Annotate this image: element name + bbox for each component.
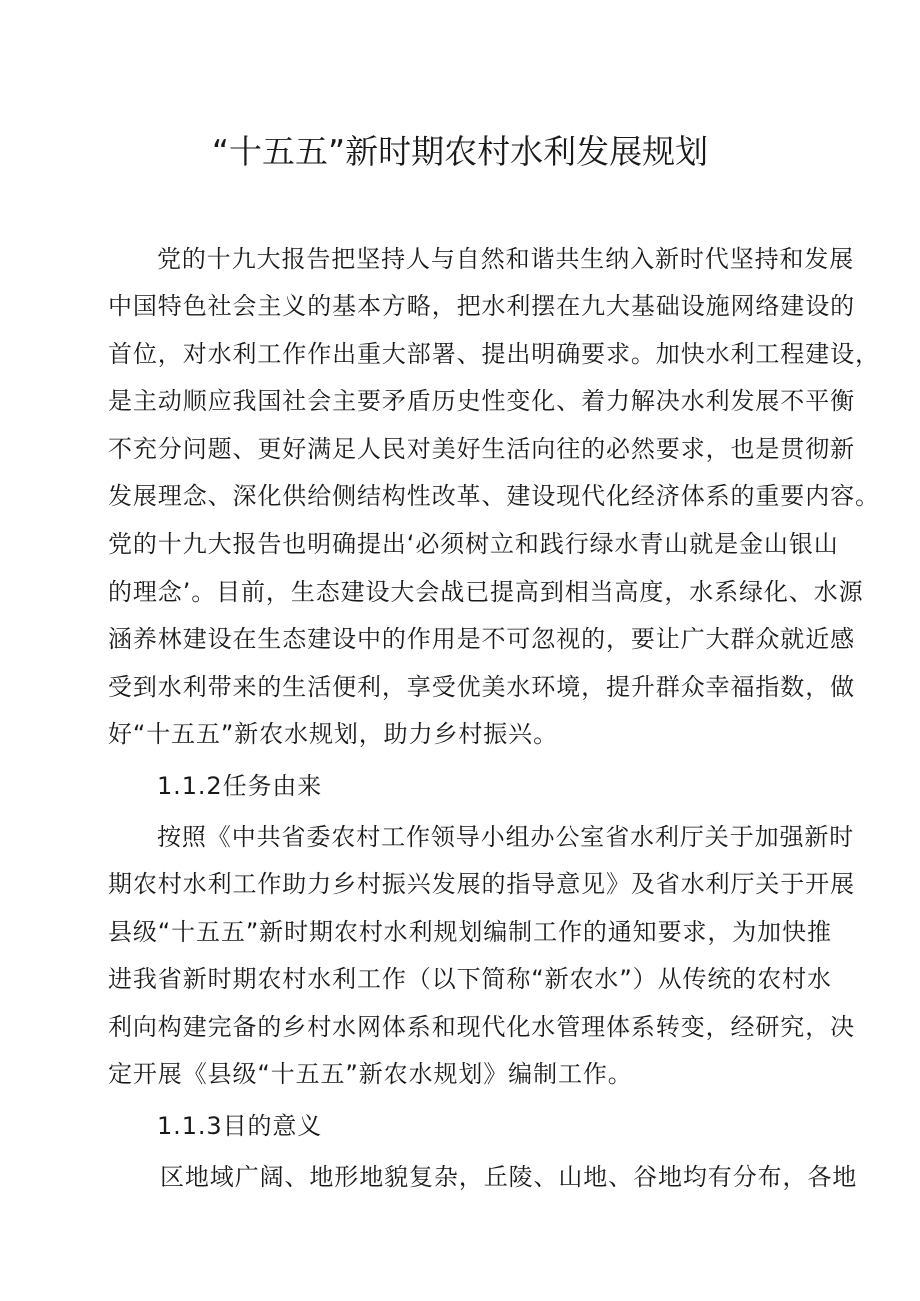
paragraph-line: 是主动顺应我国社会主要矛盾历史性变化、着力解决水利发展不平衡 [108,387,855,415]
paragraph-line: 利向构建完备的乡村水网体系和现代化水管理体系转变，经研究，决 [108,1013,855,1041]
section-heading-purpose: 1.1.3目的意义 [157,1112,323,1140]
paragraph-line: 定开展《县级“十五五”新农水规划》编制工作。 [108,1060,633,1088]
paragraph-line: 党的十九大报告把坚持人与自然和谐共生纳入新时代坚持和发展 [157,245,855,273]
document-title: “十五五”新时期农村水利发展规划 [211,132,709,171]
paragraph-line: 的理念’。目前，生态建设大会战已提高到相当高度，水系绿化、水源 [108,578,864,606]
paragraph-line: 进我省新时期农村水利工作（以下简称“新农水”）从传统的农村水 [108,965,832,993]
paragraph-line: 好“十五五”新农水规划，助力乡村振兴。 [108,720,558,748]
paragraph-line: 按照《中共省委农村工作领导小组办公室省水利厅关于加强新时 [157,823,855,851]
section-heading-task-origin: 1.1.2任务由来 [157,772,323,800]
paragraph-line: 不充分问题、更好满足人民对美好生活向往的必然要求，也是贯彻新 [108,435,855,463]
paragraph-line: 党的十九大报告也明确提出‘必须树立和践行绿水青山就是金山银山 [108,530,839,558]
paragraph-line: 首位，对水利工作作出重大部署、提出明确要求。加快水利工程建设， [108,340,880,368]
paragraph-line: 区地域广阔、地形地貌复杂，丘陵、山地、谷地均有分布，各地 [160,1163,858,1191]
paragraph-line: 县级“十五五”新时期农村水利规划编制工作的通知要求，为加快推 [108,918,832,946]
paragraph-line: 涵养林建设在生态建设中的作用是不可忽视的，要让广大群众就近感 [108,625,855,653]
paragraph-line: 受到水利带来的生活便利，享受优美水环境，提升群众幸福指数，做 [108,673,855,701]
paragraph-line: 期农村水利工作助力乡村振兴发展的指导意见》及省水利厅关于开展 [108,870,855,898]
paragraph-line: 中国特色社会主义的基本方略，把水利摆在九大基础设施网络建设的 [108,292,855,320]
paragraph-line: 发展理念、深化供给侧结构性改革、建设现代化经济体系的重要内容。 [108,482,880,510]
